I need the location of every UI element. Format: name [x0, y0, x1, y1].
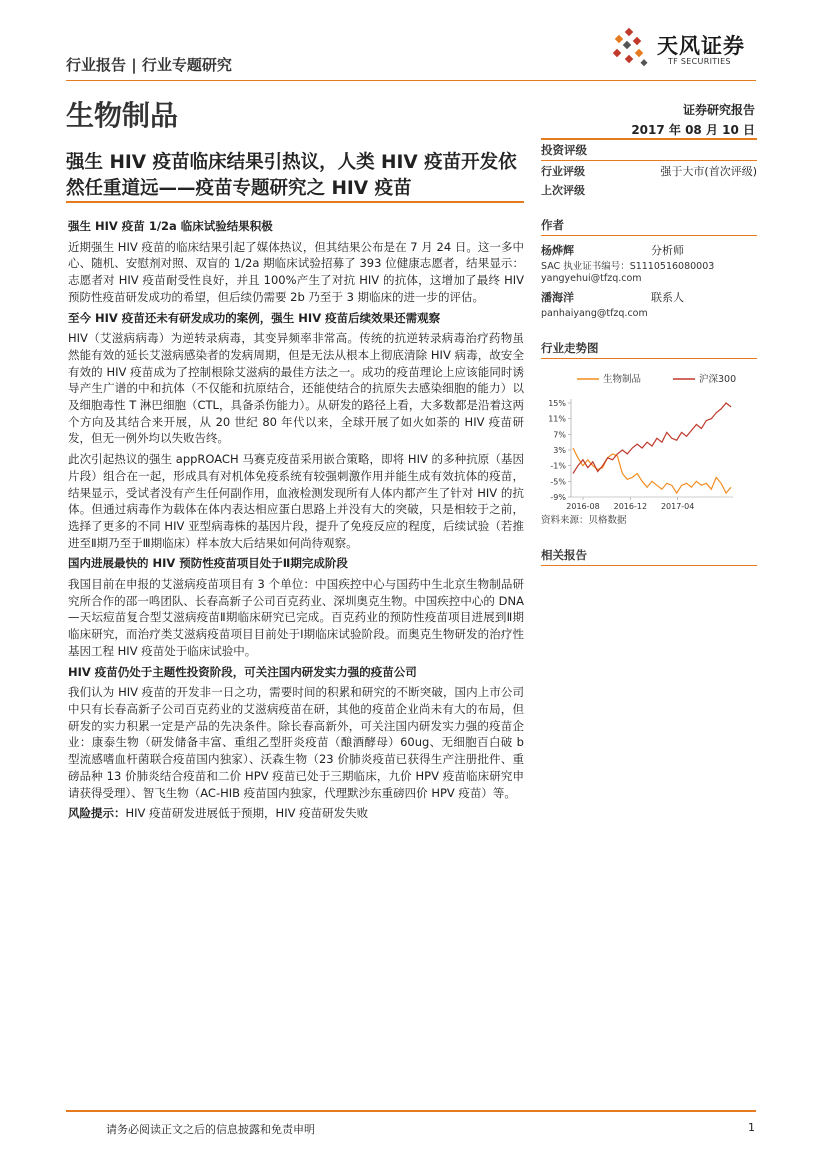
chart-legend [577, 373, 736, 385]
section-3 [68, 555, 524, 659]
report-label: 证券研究报告 [682, 103, 755, 117]
section-2 [68, 310, 524, 552]
sector-title: 生物制品 [66, 99, 179, 132]
logo-en: TF SECURITIES [668, 57, 731, 66]
author-email[interactable]: panhaiyang@tfzq.com [541, 308, 648, 319]
section-heading: HIV 疫苗仍处于主题性投资阶段，可关注国内研发实力强的疫苗公司 [68, 664, 417, 679]
footer-rule [66, 1110, 756, 1112]
report-date: 2017 年 08 月 10 日 [631, 123, 755, 137]
y-tick-label: -5% [550, 477, 566, 487]
x-tick-label: 2017-04 [660, 502, 695, 511]
section-heading: 至今 HIV 疫苗还未有研发成功的案例，强生 HIV 疫苗后续效果还需观察 [68, 310, 441, 325]
author-name: 杨烨辉 [541, 244, 574, 257]
trend-heading: 行业走势图 [541, 340, 757, 359]
risk-label: 风险提示： [68, 806, 126, 821]
section-paragraph: 我们认为 HIV 疫苗的开发非一日之功，需要时间的积累和研究的不断突破，国内上市公司中只有长春高新子公司百克药业的艾滋病疫苗在研，其他的疫苗企业尚未有大的布局，但研发的实力积累一定是产品的先决条件。除长春高新外，可关注国内研发实力强的疫苗企业：康泰生物（研发储备丰富、重组乙型肝炎疫苗（酿酒酵母）60ug、无细胞百白破 b 型流感嗜血杆菌联合疫苗国内独家）、沃森生物（23 价肺炎疫苗已获得生产注册批件、重磅品种 13 价肺炎结合疫苗和二价 HPV 疫苗已处于三期临床，九价 HPV 疫苗临床研究申请获得受理）、智飞生物（AC-HIB 疫苗国内独家，代理默沙东重磅四价 HPV 疫苗）等。 [68, 685, 524, 800]
author-role: 联系人 [651, 291, 684, 304]
footer-disclaimer: 请务必阅读正文之后的信息披露和免责申明 [106, 1123, 315, 1136]
industry-rating-label: 行业评级 [541, 164, 585, 178]
sidebar [541, 138, 757, 566]
logo-name: 天风证券 [657, 34, 745, 58]
author-name: 潘海洋 [541, 291, 574, 304]
legend-label: 生物制品 [603, 374, 642, 385]
trend-chart [541, 363, 757, 513]
header-rule [66, 80, 756, 81]
main-content [68, 218, 524, 826]
page-number: 1 [748, 1121, 755, 1134]
industry-rating-value: 强于大市(首次评级) [660, 164, 757, 178]
section-paragraph: 此次引起热议的强生 appROACH 马赛克疫苗采用嵌合策略，即将 HIV 的多种抗原（基因片段）组合在一起，形成具有对机体免疫系统有较强刺激作用并能生成有效抗体的疫苗，结果显示，受试者没有产生任何副作用，血液检测发现所有人体内都产生了针对 HIV 的抗体。但通过病毒作为载体在体内表达相应蛋白思路上并没有大的突破，只是相较于之前，选择了更多的不同 HIV 亚型病毒株的基因片段，提升了免疫反应的程度，后续试验（若推进至Ⅱ期乃至于Ⅲ期临床）样本放大后结果如何尚待观察。 [68, 452, 524, 550]
sidebar-top-rule [541, 138, 757, 140]
chart-plot [548, 399, 733, 511]
author-block [541, 242, 757, 285]
report-type: 行业报告 | 行业专题研究 [66, 56, 232, 74]
prev-rating-row [541, 180, 757, 199]
legend-label: 沪深300 [699, 374, 737, 385]
rating-heading: 投资评级 [541, 142, 757, 161]
risk-note [68, 805, 524, 822]
x-tick-label: 2016-12 [613, 502, 648, 511]
title-rule [66, 201, 524, 203]
section-paragraph: 近期强生 HIV 疫苗的临床结果引起了媒体热议，但其结果公布是在 7 月 24 日。这一多中心、随机、安慰剂对照、双盲的 1/2a 期临床试验招募了 393 位健康志愿者，结果显示：志愿者对 HIV 疫苗耐受性良好，并且 100%产生了对抗 HIV 的抗体，这增加了最终 HIV 预防性疫苗研发成功的希望，但后续仍需要 2b 乃至于 3 期临床的进一步的评估。 [68, 239, 524, 304]
industry-rating-row [541, 161, 757, 180]
series-line [573, 403, 731, 474]
authors-heading: 作者 [541, 217, 757, 236]
x-tick-label: 2016-08 [566, 502, 600, 511]
y-tick-label: 15% [548, 399, 566, 408]
y-tick-label: 7% [553, 430, 566, 440]
author-role: 分析师 [651, 244, 684, 257]
author-license: SAC 执业证书编号：S1110516080003 [541, 261, 715, 272]
section-heading: 国内进展最快的 HIV 预防性疫苗项目处于Ⅱ期完成阶段 [68, 556, 348, 571]
section-heading: 强生 HIV 疫苗 1/2a 临床试验结果积极 [68, 219, 273, 233]
section-1 [68, 218, 524, 306]
prev-rating-label: 上次评级 [541, 183, 585, 197]
author-block [541, 289, 757, 320]
section-4 [68, 664, 524, 802]
related-heading: 相关报告 [541, 547, 757, 566]
chart-source: 资料来源：贝格数据 [541, 515, 627, 526]
y-tick-label: -1% [550, 461, 566, 471]
logo-mark-icon [613, 28, 648, 66]
y-tick-label: 11% [548, 414, 566, 424]
author-email[interactable]: yangyehui@tfzq.com [541, 273, 642, 284]
y-tick-label: 3% [553, 446, 566, 455]
risk-text: HIV 疫苗研发进展低于预期，HIV 疫苗研发失败 [125, 806, 369, 821]
y-tick-label: -9% [550, 493, 566, 502]
section-paragraph: 我国目前在申报的艾滋病疫苗项目有 3 个单位：中国疾控中心与国药中生北京生物制品研究所合作的邵一鸣团队、长春高新子公司百克药业、深圳奥克生物。中国疾控中心的 DNA—天坛痘苗复合型艾滋病疫苗Ⅱ期临床研究已完成。百克药业的预防性疫苗项目进展到Ⅱ期临床研究，而治疗类艾滋病疫苗项目目前处于Ⅰ期临床试验阶段。而奥克生物研发的治疗性基因工程 HIV 疫苗处于临床试验中。 [68, 577, 524, 658]
report-title: 强生 HIV 疫苗临床结果引热议，人类 HIV 疫苗开发依然任重道远——疫苗专题研究之 HIV 疫苗 [66, 152, 517, 199]
section-paragraph: HIV（艾滋病病毒）为逆转录病毒，其变异频率非常高。传统的抗逆转录病毒治疗药物虽然能有效的延长艾滋病感染者的发病周期，但是无法从根本上彻底清除 HIV 病毒，故安全有效的 HIV 疫苗成为了控制根除艾滋病的最佳方法之一。成功的疫苗理论上应该能同时诱导产生广谱的中和抗体（不仅能和抗原结合，还能使结合的抗原失去感染细胞的能力）以及细胞毒性 T 淋巴细胞（CTL，具备杀伤能力）。从研发的路径上看，大多数都是沿着这两个方向及其结合来开展，从 20 世纪 80 年代以来，全球开展了如火如荼的 HIV 疫苗研发，但无一例外均以失败告终。 [68, 331, 524, 446]
